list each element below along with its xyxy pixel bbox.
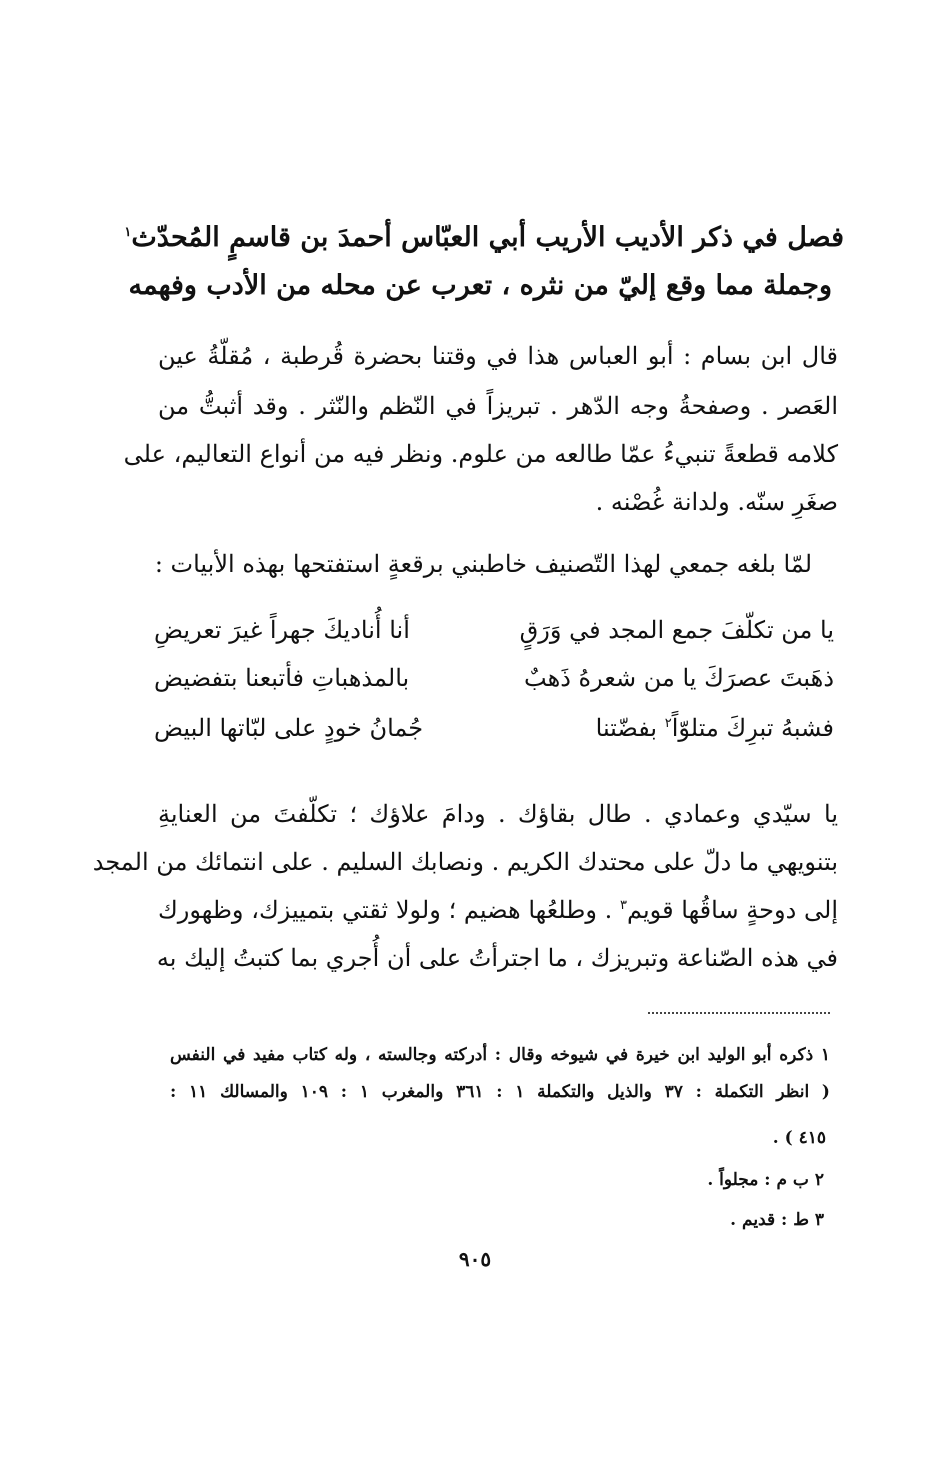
footnote-1-line-3: ٤١٥ ) .	[772, 1128, 826, 1148]
letter-line-2: بتنويهي ما دلّ على محتدك الكريم . ونصابك السليم . على انتمائك من المجد	[92, 848, 838, 876]
intro-line-3: كلامه قطعةً تنبيءُ عمّا طالعه من علوم. ونظر فيه من أنواع التعاليم، على	[123, 440, 838, 468]
verse-3	[154, 714, 834, 754]
footnote-2: ٢ ب م : مجلواً .	[707, 1170, 824, 1190]
heading-text-2: وجملة مما وقع إليّ من نثره ، تعرب عن محله من الأدب وفهمه	[128, 270, 832, 301]
verse-1-second-hemistich: أنا أُناديكَ جهراً غيرَ تعريضِ	[154, 616, 410, 644]
letter-line-4: في هذه الصّناعة وتبريزك ، ما اجترأتُ على أن أُجري بما كتبتُ إليك به	[156, 944, 838, 972]
verse-1	[154, 616, 834, 656]
letter-line-3-head: إلى دوحةٍ ساقُها قويم	[627, 896, 838, 924]
heading-text-1: فصل في ذكر الأديب الأريب أبي العبّاس أحمدَ بن قاسمٍ المُحدّث	[131, 222, 844, 253]
intro-line-2: العَصر . وصفحةُ وجه الدّهر . تبريزاً في النّظم والنّثر . وقد أثبتُّ من	[158, 392, 839, 420]
verse-3-second-hemistich: جُمانُ خودٍ على لبّاتها البيض	[154, 714, 424, 742]
verse-3-first-tail: بفضّتنا	[595, 714, 658, 742]
heading-footnote-marker: ١	[124, 225, 132, 240]
verse-2	[154, 664, 834, 704]
footnote-separator	[648, 1012, 830, 1014]
intro-line-4: صغَرِ سنّه. ولدانة غُصْنه .	[595, 488, 838, 516]
verse-2-first-hemistich: ذهَبتَ عصرَكَ يا من شعرهُ ذَهبٌ	[524, 664, 834, 692]
letter-line-1: يا سيّدي وعمادي . طال بقاؤك . ودامَ علاؤك ؛ تكلّفتَ من العنايةِ	[158, 800, 838, 828]
verse-3-footnote-marker: ٢	[664, 716, 672, 731]
letter-line-3	[158, 896, 838, 925]
verse-3-first-text: فشبهُ تبرِكَ متلوّاً	[671, 714, 834, 742]
page-number: ٩٠٥	[458, 1247, 492, 1271]
intro-line-1: قال ابن بسام : أبو العباس هذا في وقتنا بحضرة قُرطبة ، مُقلّةُ عين	[158, 342, 838, 370]
footnote-1-line-1: ١ ذكره أبو الوليد ابن خيرة في شيوخه وقال : أدركته وجالسته ، وله كتاب مفيد في النفس	[170, 1045, 830, 1065]
verse-1-first-hemistich: يا من تكلّفَ جمع المجد في وَرَقٍ	[519, 616, 834, 644]
letter-footnote-marker: ٣	[620, 898, 628, 913]
section-heading-line-1	[124, 222, 844, 254]
verse-3-first-hemistich	[596, 714, 834, 743]
footnote-1-line-2: ( انظر التكملة : ٣٧ والذيل والتكملة ١ : ٣٦١ والمغرب ١ : ١٠٩ والمسالك ١١ :	[170, 1082, 830, 1102]
letter-line-3-tail: . وطلعُها هضيم ؛ ولولا ثقتي بتمييزك، وظهورك	[158, 896, 613, 924]
footnote-3: ٣ ط : قديم .	[730, 1210, 824, 1230]
lead-line: لمّا بلغه جمعي لهذا التّصنيف خاطبني برقعةٍ استفتحها بهذه الأبيات :	[154, 550, 812, 578]
verse-2-second-hemistich: بالمذهباتِ فأتبعنا بتفضيض	[154, 664, 410, 692]
section-heading-line-2	[128, 270, 832, 302]
